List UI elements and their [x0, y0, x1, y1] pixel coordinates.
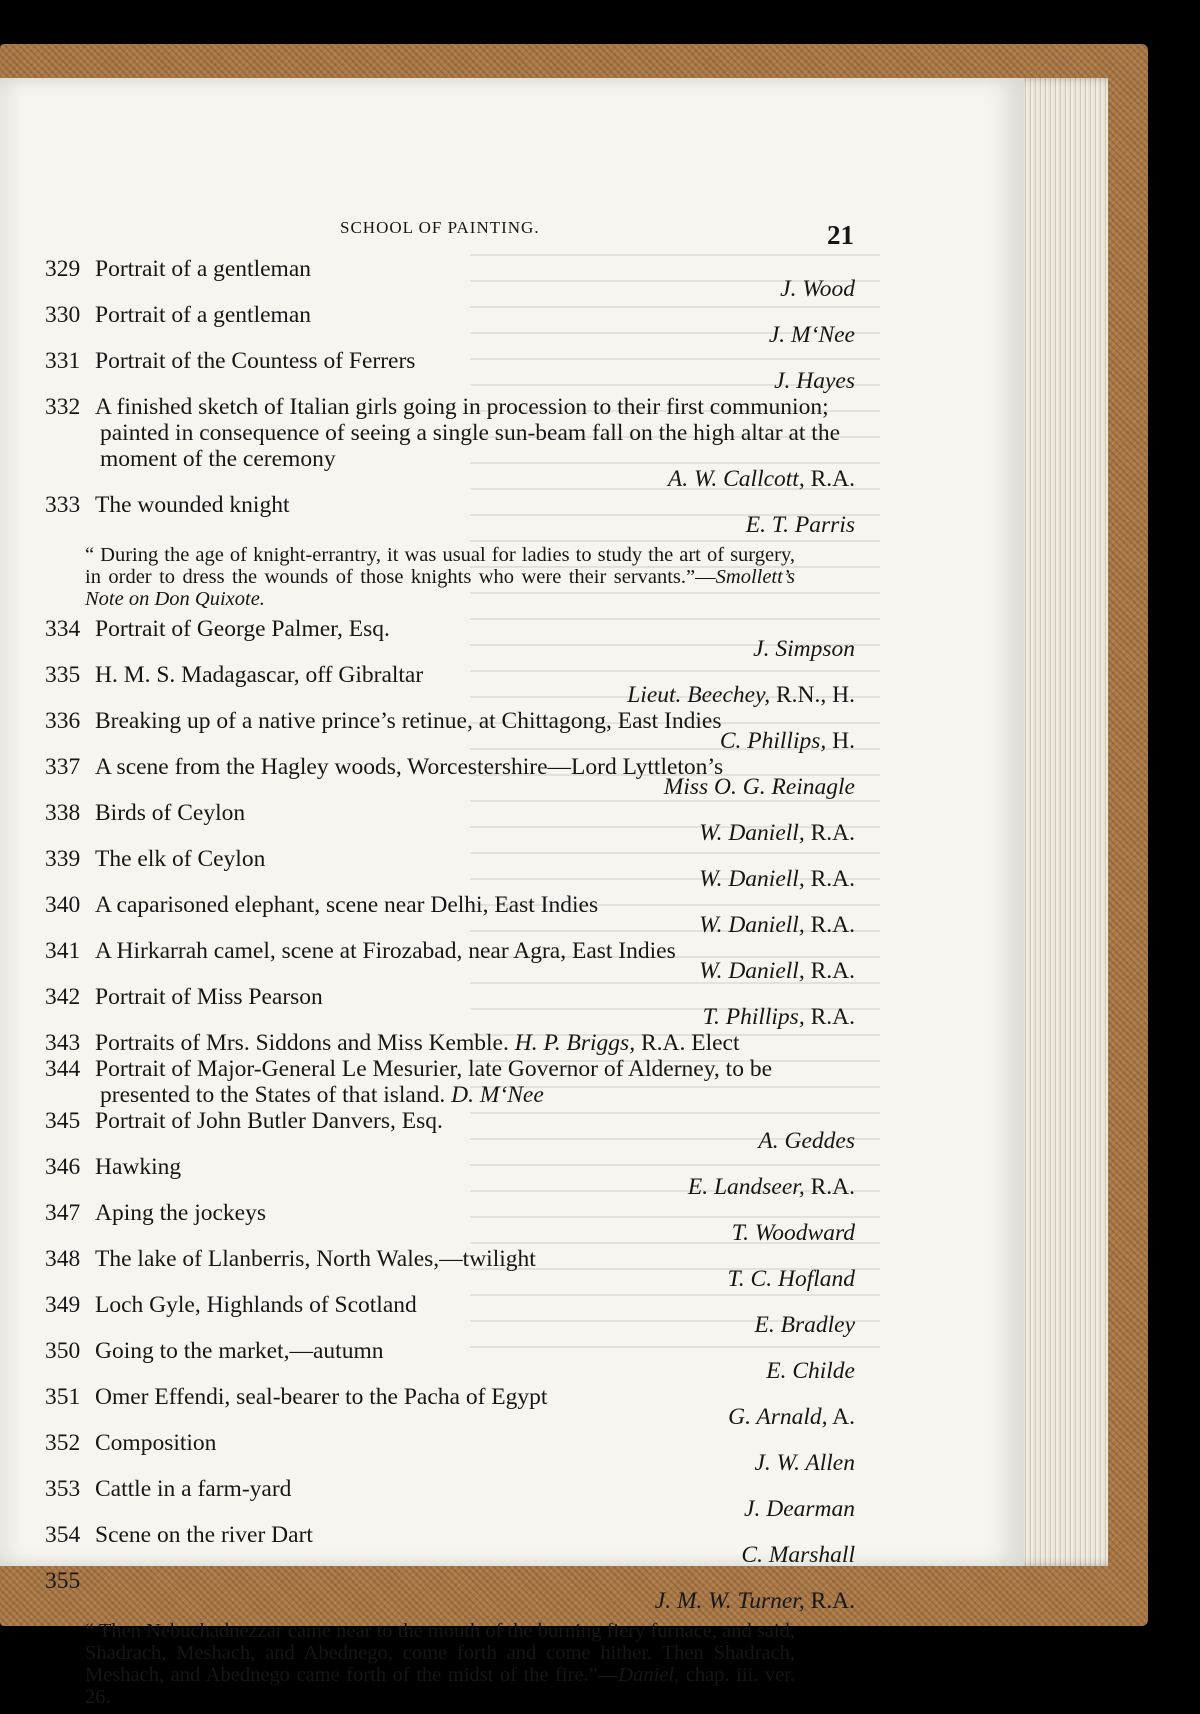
entry-title: The wounded knight: [95, 492, 290, 518]
catalogue-entry: [45, 1292, 855, 1338]
entry-artist: [515, 1030, 740, 1056]
artist-suffix: R.A.: [804, 1174, 855, 1200]
quotation: [85, 544, 795, 610]
catalogue-entry: [45, 800, 855, 846]
artist-name: W. Daniell,: [699, 820, 805, 846]
artist-name: Lieut. Beechey,: [627, 682, 771, 708]
catalogue-entry: [45, 708, 855, 754]
catalogue-entry: [45, 492, 855, 538]
entry-number: 342: [45, 984, 81, 1010]
entry-number: 348: [45, 1246, 81, 1272]
artist-name: J. Simpson: [753, 636, 855, 662]
entry-title: Cattle in a farm-yard: [95, 1476, 292, 1502]
page-number: 21: [827, 220, 854, 250]
entry-title: The lake of Llanberris, North Wales,—twilight: [95, 1246, 536, 1272]
entry-title: Portrait of Major-General Le Mesurier, late Governor of Alderney, to be presented to the States of that island.: [95, 1056, 773, 1108]
catalogue-entry: [45, 1338, 855, 1384]
artist-name: T. C. Hofland: [727, 1266, 855, 1292]
artist-suffix: H.: [826, 728, 855, 754]
catalogue-entry: [45, 1384, 855, 1430]
entry-number: 346: [45, 1154, 81, 1180]
artist-suffix: R.N., H.: [770, 682, 855, 708]
artist-name: Miss O. G. Reinagle: [663, 774, 855, 800]
entry-title: A scene from the Hagley woods, Worcestershire—Lord Lyttleton’s: [95, 754, 724, 780]
catalogue-entry: [45, 1056, 855, 1108]
artist-name: A. W. Callcott,: [667, 466, 805, 492]
entry-title: Birds of Ceylon: [95, 800, 246, 826]
catalogue-entry: [45, 616, 855, 662]
entry-number: 338: [45, 800, 81, 826]
quotation: [85, 1620, 795, 1708]
artist-name: H. P. Briggs,: [514, 1030, 636, 1056]
entry-number: 351: [45, 1384, 81, 1410]
artist-suffix: R.A.: [804, 1588, 855, 1614]
entry-number: 329: [45, 256, 81, 282]
artist-name: T. Phillips,: [702, 1004, 805, 1030]
entry-number: 354: [45, 1522, 81, 1548]
artist-name: E. Landseer,: [687, 1174, 805, 1200]
entry-title: Scene on the river Dart: [95, 1522, 313, 1548]
entry-title: Hawking: [95, 1154, 182, 1180]
quote-reference: chap. iii. ver. 26.: [85, 1664, 795, 1708]
entry-title: Portrait of George Palmer, Esq.: [95, 616, 390, 642]
artist-suffix: R.A. Elect: [635, 1030, 740, 1056]
entry-title: Omer Effendi, seal-bearer to the Pacha of Egypt: [95, 1384, 548, 1410]
artist-name: J. Hayes: [774, 368, 855, 394]
entry-number: 336: [45, 708, 81, 734]
artist-name: W. Daniell,: [699, 912, 805, 938]
entry-artist: [100, 1174, 855, 1200]
entry-number: 334: [45, 616, 81, 642]
artist-suffix: R.A.: [804, 866, 855, 892]
catalogue-entry: [45, 754, 855, 800]
catalogue-entry: [45, 1476, 855, 1522]
entry-number: 340: [45, 892, 81, 918]
entry-artist: [100, 1588, 855, 1614]
artist-name: E. T. Parris: [745, 512, 855, 538]
catalogue-entry: [45, 1430, 855, 1476]
artist-name: J. Wood: [780, 276, 855, 302]
quote-source: Smollett’s Note on Don Quixote.: [85, 566, 795, 610]
catalogue-entry: [45, 984, 855, 1030]
entry-title: A Hirkarrah camel, scene at Firozabad, near Agra, East Indies: [95, 938, 676, 964]
entry-title: Portraits of Mrs. Siddons and Miss Kemble.: [95, 1030, 509, 1056]
entry-number: 347: [45, 1200, 81, 1226]
entry-number: 330: [45, 302, 81, 328]
entry-number: 332: [45, 394, 81, 420]
entry-title: Loch Gyle, Highlands of Scotland: [95, 1292, 417, 1318]
entry-title: Breaking up of a native prince’s retinue, at Chittagong, East Indies: [95, 708, 722, 734]
quote-text: “ During the age of knight-errantry, it was usual for ladies to study the art of surgery, in order to dress the wounds of those knights who were their servants.”—: [85, 544, 795, 588]
entry-title: Portrait of a gentleman: [95, 256, 311, 282]
artist-suffix: R.A.: [804, 958, 855, 984]
catalogue-entry: [45, 1568, 855, 1614]
entry-artist: [451, 1082, 544, 1108]
artist-name: D. M‘Nee: [451, 1082, 544, 1108]
catalogue-entry: [45, 1246, 855, 1292]
artist-name: J. M‘Nee: [768, 322, 855, 348]
entry-number: 350: [45, 1338, 81, 1364]
artist-suffix: R.A.: [804, 1004, 855, 1030]
artist-name: J. Dearman: [744, 1496, 855, 1522]
catalogue-entry: [45, 1030, 855, 1056]
catalogue-list: [45, 256, 855, 1714]
catalogue-entry: [45, 1108, 855, 1154]
catalogue-entry: [45, 1154, 855, 1200]
entry-title: Portrait of the Countess of Ferrers: [95, 348, 416, 374]
artist-name: C. Marshall: [741, 1542, 855, 1568]
entry-number: 349: [45, 1292, 81, 1318]
catalogue-entry: [45, 256, 855, 302]
artist-name: W. Daniell,: [699, 958, 805, 984]
catalogue-entry: [45, 1522, 855, 1568]
entry-title: Going to the market,—autumn: [95, 1338, 384, 1364]
artist-name: G. Arnald,: [728, 1404, 828, 1430]
artist-suffix: A.: [827, 1404, 855, 1430]
artist-name: C. Phillips,: [719, 728, 827, 754]
artist-suffix: R.A.: [804, 466, 855, 492]
book-page: [0, 78, 1024, 1708]
catalogue-entry: [45, 892, 855, 938]
entry-number: 333: [45, 492, 81, 518]
entry-title: Portrait of a gentleman: [95, 302, 311, 328]
artist-name: T. Woodward: [731, 1220, 855, 1246]
catalogue-entry: [45, 348, 855, 394]
entry-number: 345: [45, 1108, 81, 1134]
entry-title: Portrait of John Butler Danvers, Esq.: [95, 1108, 443, 1134]
catalogue-entry: [45, 394, 855, 492]
entry-title: Aping the jockeys: [95, 1200, 266, 1226]
entry-number: 339: [45, 846, 81, 872]
running-head: SCHOOL OF PAINTING.: [340, 218, 540, 237]
entry-title: Composition: [95, 1430, 217, 1456]
entry-title: A finished sketch of Italian girls going in procession to their first communion; painted in consequence of seeing a single sun-beam fall on the high altar at the moment of the ceremony: [95, 394, 840, 472]
artist-name: E. Childe: [766, 1358, 855, 1384]
artist-suffix: R.A.: [804, 912, 855, 938]
entry-number: 353: [45, 1476, 81, 1502]
entry-title: The elk of Ceylon: [95, 846, 266, 872]
quote-text: “ Then Nebuchadnezzar came near to the mouth of the burning fiery furnace, and said, Shadrach, Meshach, and Abednego, come forth and come hither. Then Shadrach, Meshach, and Abednego came forth of the midst of the fire.”—: [85, 1620, 795, 1686]
entry-title: A caparisoned elephant, scene near Delhi, East Indies: [95, 892, 599, 918]
catalogue-entry: [45, 846, 855, 892]
entry-number: 341: [45, 938, 81, 964]
entry-number: 344: [45, 1056, 81, 1082]
entry-number: 355: [45, 1568, 81, 1594]
quote-source: Daniel,: [618, 1664, 680, 1686]
artist-name: J. M. W. Turner,: [654, 1588, 805, 1614]
entry-title: Portrait of Miss Pearson: [95, 984, 323, 1010]
entry-title: H. M. S. Madagascar, off Gibraltar: [95, 662, 424, 688]
catalogue-entry: [45, 662, 855, 708]
artist-suffix: R.A.: [804, 820, 855, 846]
catalogue-entry: [45, 302, 855, 348]
entry-number: 337: [45, 754, 81, 780]
artist-name: E. Bradley: [754, 1312, 855, 1338]
entry-number: 335: [45, 662, 81, 688]
artist-name: J. W. Allen: [754, 1450, 855, 1476]
catalogue-entry: [45, 938, 855, 984]
entry-number: 343: [45, 1030, 81, 1056]
artist-name: W. Daniell,: [699, 866, 805, 892]
catalogue-entry: [45, 1200, 855, 1246]
entry-number: 331: [45, 348, 81, 374]
entry-number: 352: [45, 1430, 81, 1456]
artist-name: A. Geddes: [758, 1128, 855, 1154]
